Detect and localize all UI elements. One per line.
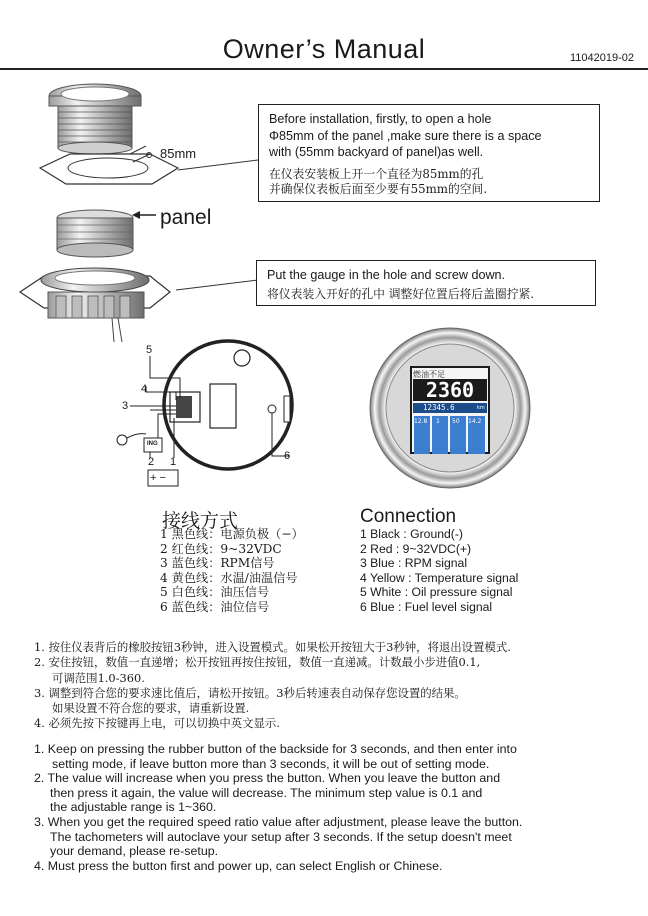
note2-en-line: Put the gauge in the hole and screw down. (267, 268, 506, 282)
note2-zh-line: 将仪表装入开好的孔中 调整好位置后将后盖圈拧紧. (267, 286, 535, 301)
wire-number-label: 3 (122, 400, 129, 412)
wiring-list-en (360, 527, 518, 614)
wiring-item-zh: 6 蓝色线：油位信号 (160, 599, 270, 614)
page-title: Owner’s Manual (222, 34, 426, 64)
wiring-item-en: 4 Yellow : Temperature signal (360, 570, 519, 585)
step-zh: 3. 调整到符合您的要求速比值后，请松开按钮。3秒后转速表自动保存您设置的结果。 (34, 685, 466, 700)
step-en: then press it again, the value will decrease. The minimum step value is 0.1 and (50, 785, 483, 800)
low-fuel-warning: 燃油不足 (413, 370, 445, 379)
ignition-label: ING (147, 441, 158, 447)
bar-indicator-group (413, 416, 487, 454)
wiring-item-en: 2 Red : 9~32VDC(+) (360, 541, 472, 556)
wiring-item-en: 3 Blue : RPM signal (360, 556, 468, 570)
note1-en-line: with (55mm backyard of panel)as well. (269, 145, 484, 159)
note1-zh-line: 并确保仪表板后面至少要有55mm的空间. (269, 182, 488, 196)
assembled-gauge-drawing (20, 268, 170, 342)
note1-en-line: Before installation, firstly, to open a hole (269, 112, 492, 126)
nut-ring-drawing (57, 210, 133, 257)
steps-en (34, 742, 522, 873)
oil-bar (432, 416, 448, 454)
step-en: the adjustable range is 1~360. (50, 800, 217, 815)
rpm-readout: 2360 (413, 379, 487, 401)
step-en: 4. Must press the button first and power up, can select English or Chinese. (34, 858, 443, 873)
rear-wiring-diagram (110, 338, 320, 490)
document-number: 11042019-02 (569, 52, 634, 64)
step-en: setting mode, if leave button more than 3 seconds, it will be out of setting mode. (52, 756, 490, 771)
panel-label: panel (160, 206, 212, 229)
steps-zh (34, 640, 511, 732)
wiring-item-en: 5 White : Oil pressure signal (360, 585, 513, 599)
note2-leader-line (176, 280, 258, 290)
step-zh: 如果设置不符合您的要求，请重新设置. (52, 701, 250, 716)
oil-value: 1 (436, 418, 440, 425)
odometer-readout: 12345.6 (413, 403, 477, 413)
mounting-note-box (256, 260, 596, 306)
fuel-value: 50 (452, 418, 460, 425)
wire-number-label: 2 (148, 456, 155, 468)
wiring-title-en: Connection (360, 506, 457, 527)
wire-number-label: 5 (146, 344, 153, 356)
step-zh: 1. 按住仪表背后的橡胶按钮3秒钟，进入设置模式。如果松开按钮大于3秒钟，将退出设置模式. (34, 640, 511, 654)
step-zh: 4. 必须先按下按键再上电，可以切换中英文显示. (34, 716, 280, 731)
note1-en-line: Φ85mm of the panel ,make sure there is a space (269, 128, 542, 143)
wire-number-label: 1 (170, 456, 177, 468)
wiring-item-zh: 5 白色线：油压信号 (160, 585, 270, 599)
installation-note-box (258, 104, 600, 202)
battery-label: + − (150, 472, 166, 484)
step-en: 3. When you get the required speed ratio value after adjustment, please leave the button. (34, 814, 523, 829)
odometer-unit: km (477, 403, 487, 413)
wiring-item-zh: 4 黄色线：水温/油温信号 (160, 570, 298, 585)
step-zh: 可调范围1.0-360. (52, 670, 145, 685)
gauge-body-drawing (49, 84, 141, 154)
wiring-item-zh: 3 蓝色线：RPM信号 (160, 556, 275, 570)
volt-value: 14.2 (468, 418, 482, 425)
wire-number-label: 4 (141, 383, 148, 395)
step-en: 1. Keep on pressing the rubber button of the backside for 3 seconds, and then enter into (34, 742, 517, 756)
wiring-item-zh: 1 黑色线：电源负极（−） (160, 527, 304, 541)
arrow-icon (130, 204, 158, 222)
step-zh: 2. 安住按钮，数值一直递增；松开按钮再按住按钮，数值一直递减。计数最小步进值0.1, (34, 655, 481, 670)
wiring-title-zh: 接线方式 (162, 510, 239, 532)
wiring-item-zh: 2 红色线：9~32VDC (160, 541, 282, 556)
wiring-item-en: 1 Black : Ground(-) (360, 527, 463, 541)
step-en: The tachometers will autoclave your setup after 3 seconds. If the setup doesn't meet (50, 829, 512, 844)
wiring-list-zh (160, 527, 304, 614)
note1-leader-line (178, 160, 258, 170)
note1-zh-line: 在仪表安装板上开一个直径为85mm的孔 (269, 166, 484, 181)
wire-number-label: 6 (284, 450, 291, 462)
temp-value: 12.8 (414, 418, 428, 425)
step-en: 2. The value will increase when you press the button. When you leave the button and (34, 771, 501, 786)
hole-diameter-label: 85mm (160, 146, 197, 161)
step-en: your demand, please re-setup. (50, 844, 219, 859)
wiring-item-en: 6 Blue : Fuel level signal (360, 599, 493, 614)
